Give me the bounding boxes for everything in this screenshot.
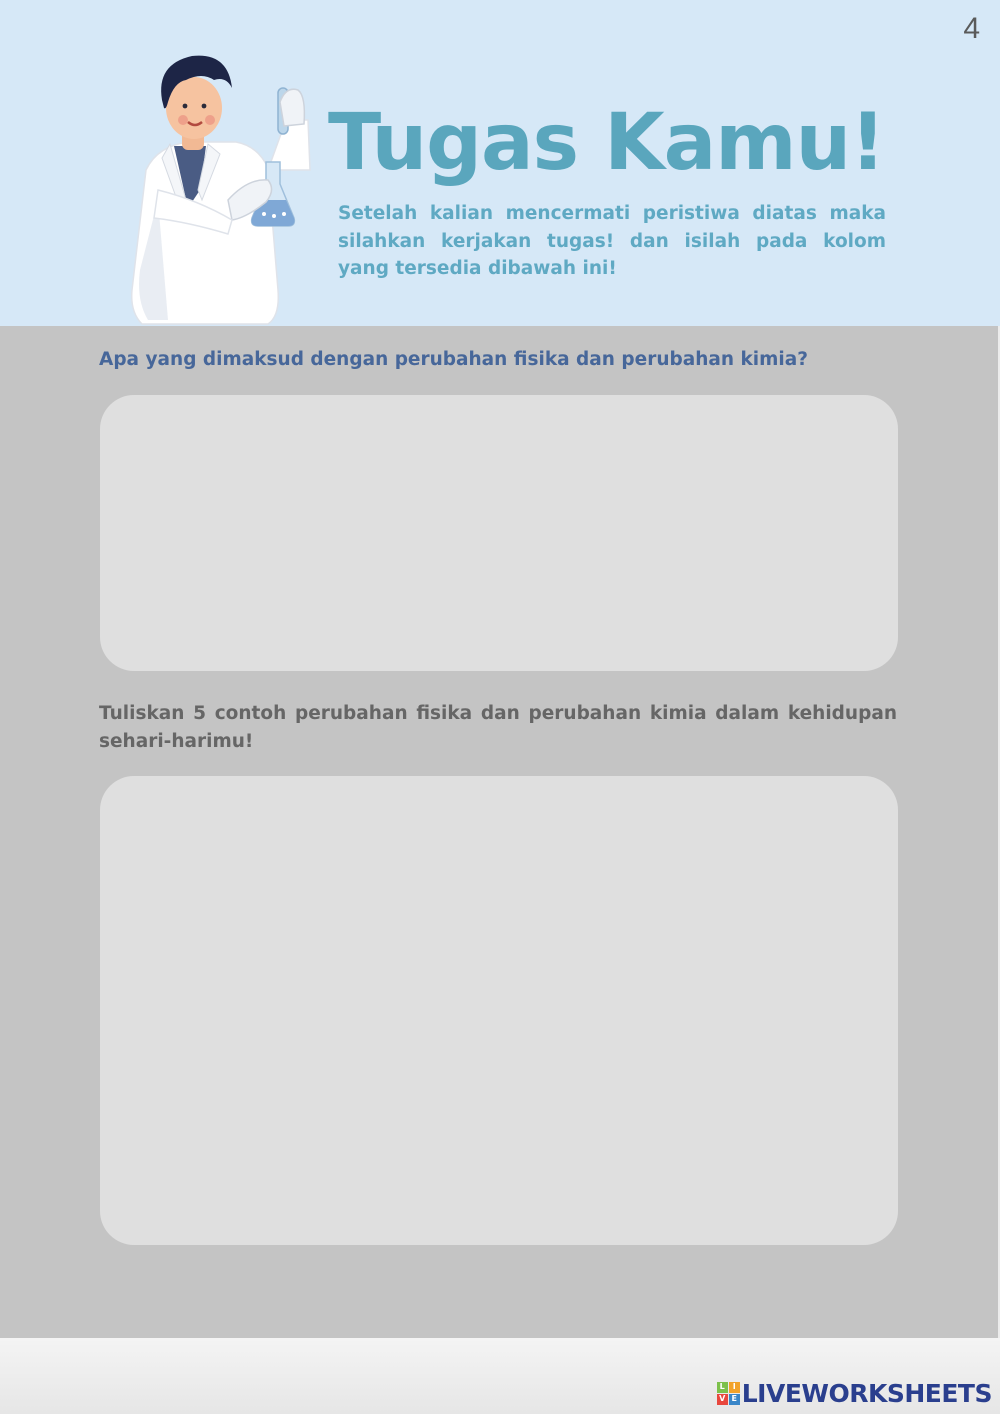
question-2: Tuliskan 5 contoh perubahan fisika dan perubahan kimia dalam kehidupan sehari-harimu! bbox=[99, 703, 897, 752]
page-number: 4 bbox=[963, 12, 980, 45]
liveworksheets-brand bbox=[717, 1377, 992, 1409]
instructions-text: Setelah kalian mencermati peristiwa diatas maka silahkan kerjakan tugas! dan isilah pada kolom yang tersedia dibawah ini! bbox=[338, 203, 886, 279]
question-1: Apa yang dimaksud dengan perubahan fisika dan perubahan kimia? bbox=[99, 349, 808, 370]
cheek-right bbox=[205, 115, 215, 125]
scientist-illustration bbox=[128, 50, 318, 326]
glove-raised bbox=[280, 89, 304, 126]
eye-right bbox=[202, 104, 207, 109]
answer-box-1[interactable] bbox=[100, 395, 898, 671]
cheek-left bbox=[178, 115, 188, 125]
eye-left bbox=[183, 104, 188, 109]
answer-box-2[interactable] bbox=[100, 776, 898, 1245]
brand-name: LIVEWORKSHEETS bbox=[741, 1378, 992, 1408]
liveworksheets-logo-icon: L I V E bbox=[717, 1382, 740, 1405]
page-title: Tugas Kamu! bbox=[328, 98, 885, 188]
